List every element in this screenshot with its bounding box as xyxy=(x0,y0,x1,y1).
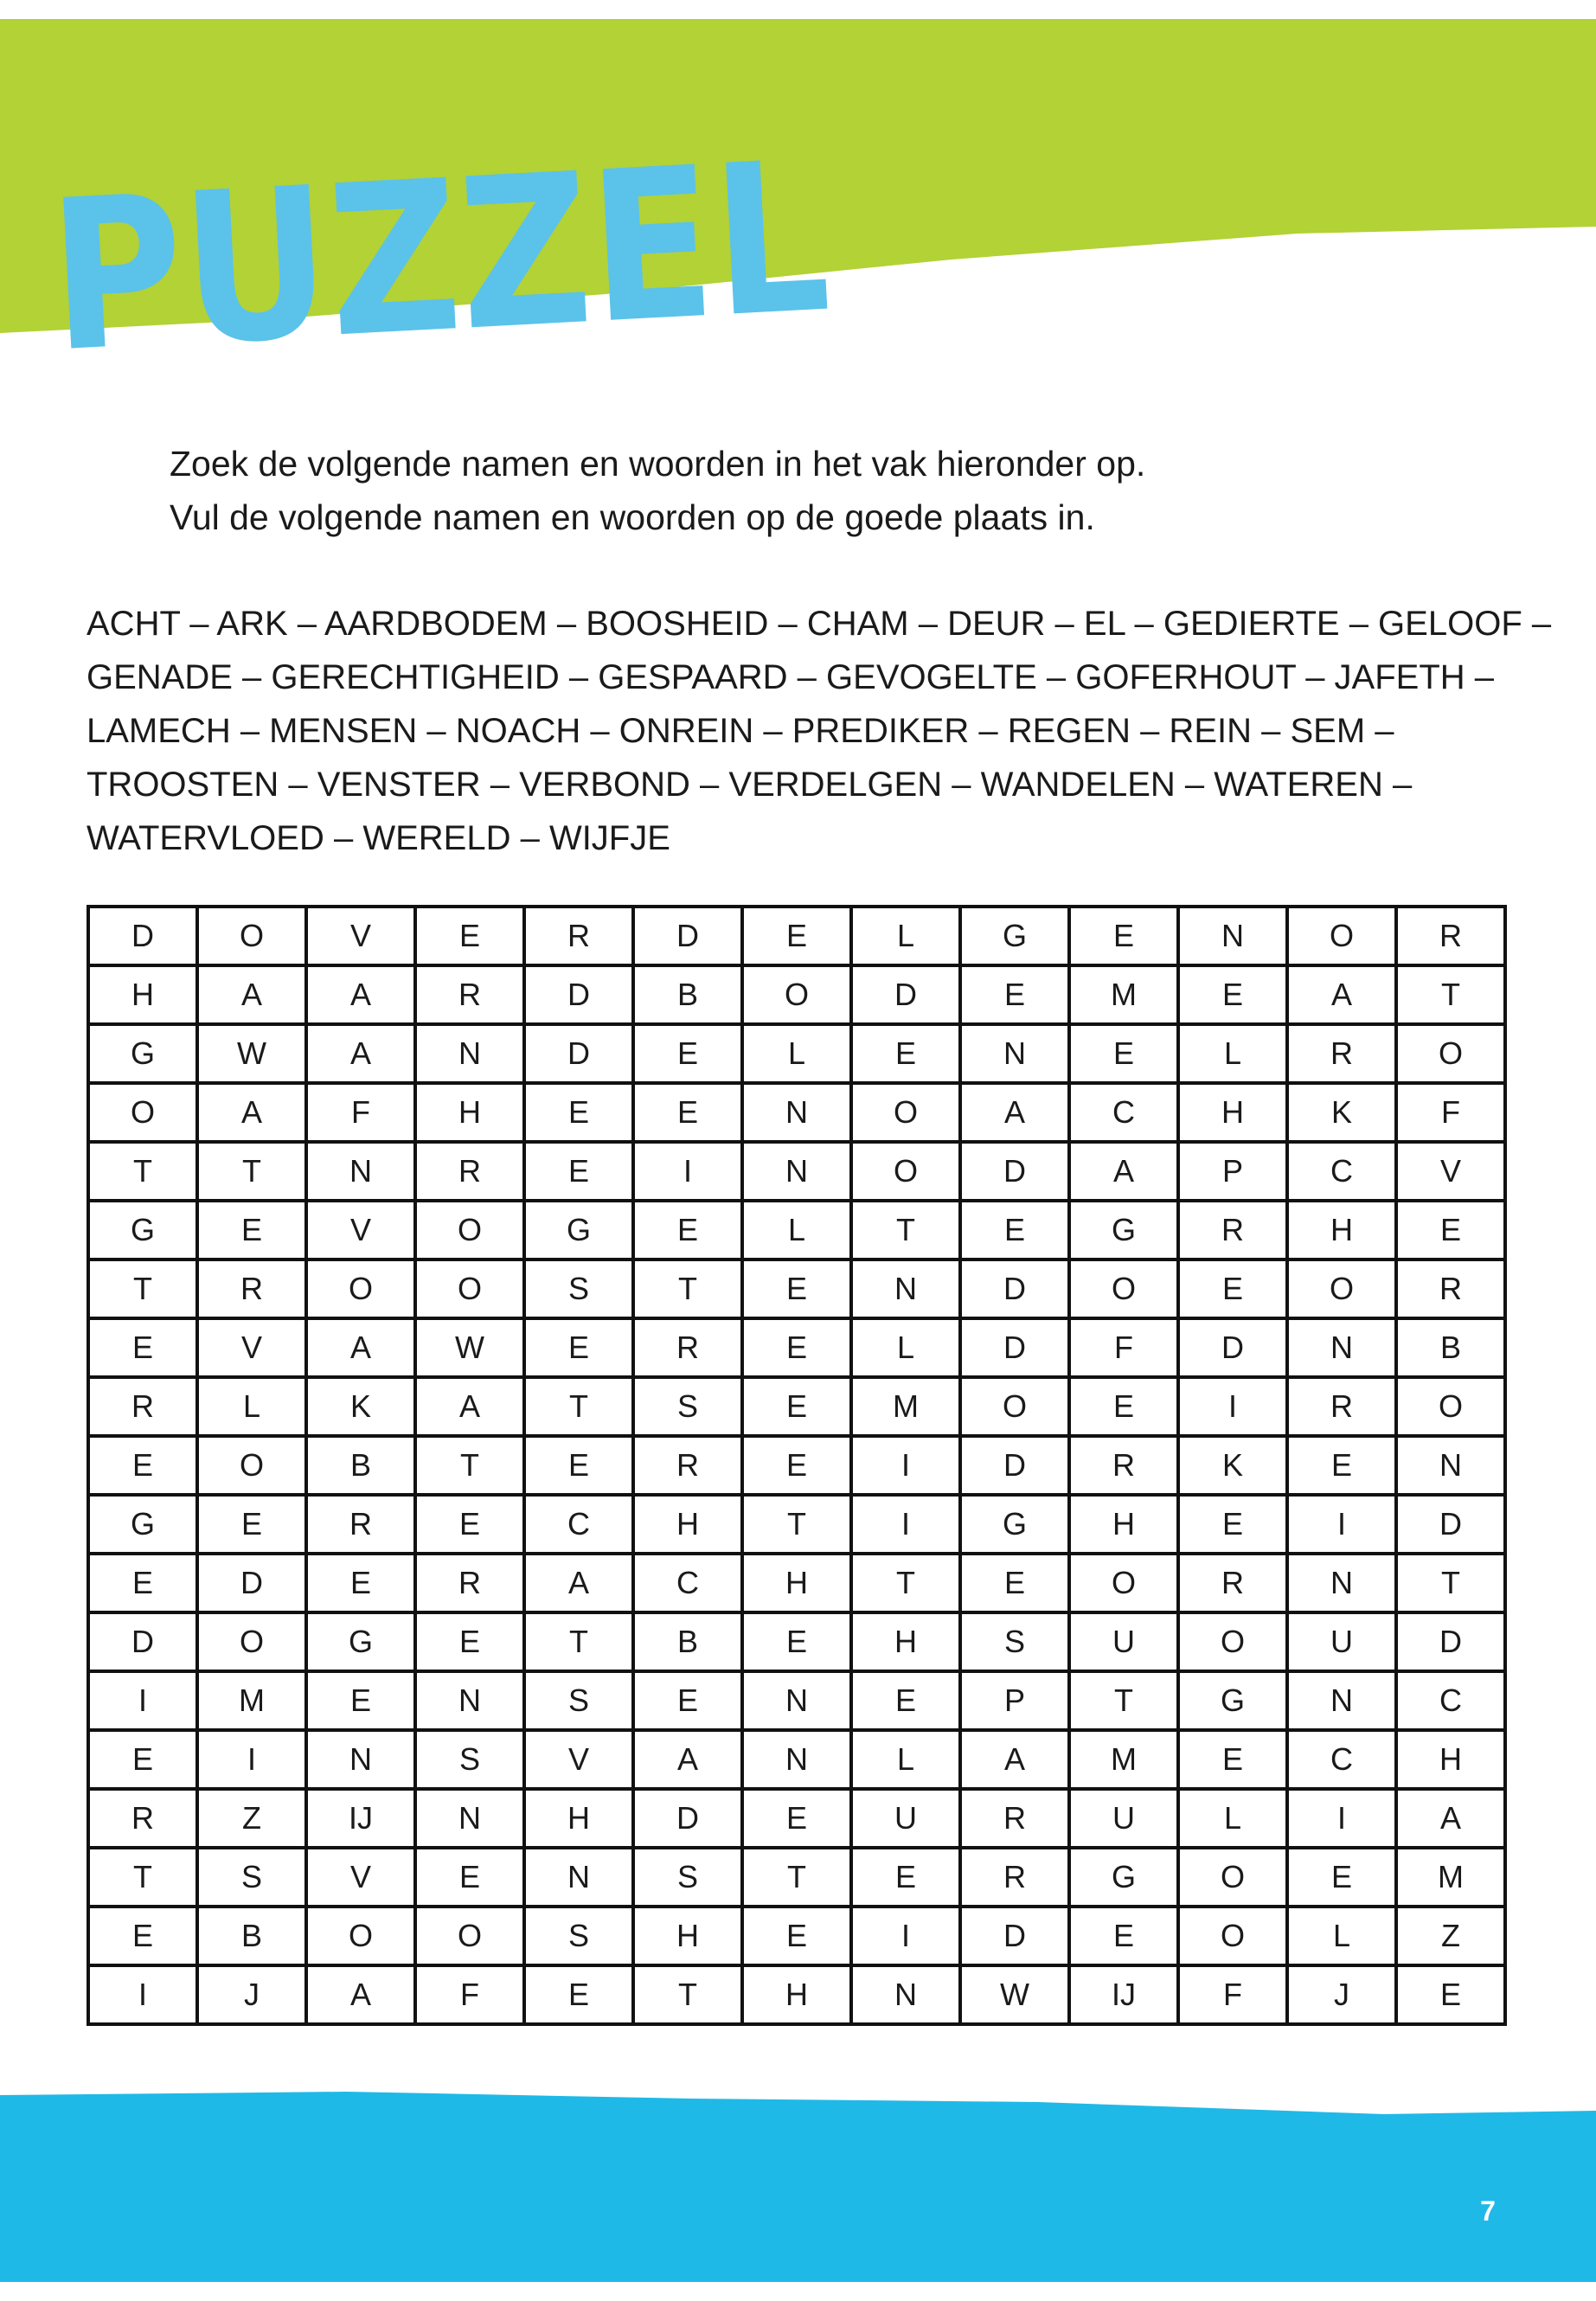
grid-cell[interactable]: G xyxy=(960,1495,1069,1554)
grid-cell[interactable]: L xyxy=(851,907,960,965)
grid-row xyxy=(88,1436,1505,1495)
grid-cell[interactable]: T xyxy=(633,1965,742,2024)
grid-cell[interactable]: H xyxy=(1178,1083,1287,1142)
grid-cell[interactable]: F xyxy=(306,1083,415,1142)
word-list-line-5: WATERVLOED – WERELD – WIJFJE xyxy=(87,819,670,857)
grid-cell[interactable]: C xyxy=(1287,1142,1396,1201)
grid-cell[interactable]: O xyxy=(1178,1848,1287,1907)
grid-cell[interactable]: T xyxy=(88,1142,197,1201)
grid-cell[interactable]: E xyxy=(415,1848,524,1907)
grid-cell[interactable]: E xyxy=(1178,1259,1287,1318)
grid-cell[interactable]: V xyxy=(306,907,415,965)
grid-cell[interactable]: H xyxy=(524,1789,633,1848)
grid-cell[interactable]: O xyxy=(1069,1554,1178,1612)
grid-cell[interactable]: R xyxy=(1178,1554,1287,1612)
grid-cell[interactable]: R xyxy=(1396,1259,1505,1318)
intro-line-2: Vul de volgende namen en woorden op de goede plaats in. xyxy=(170,497,1095,537)
grid-cell[interactable]: I xyxy=(633,1142,742,1201)
grid-cell[interactable]: O xyxy=(1178,1612,1287,1671)
grid-cell[interactable]: D xyxy=(960,1259,1069,1318)
grid-cell[interactable]: N xyxy=(415,1024,524,1083)
grid-cell[interactable]: B xyxy=(633,965,742,1024)
grid-row xyxy=(88,1612,1505,1671)
title-text: PUZZEL xyxy=(44,109,952,399)
grid-cell[interactable]: E xyxy=(415,1612,524,1671)
grid-cell[interactable]: E xyxy=(633,1024,742,1083)
grid-cell[interactable]: E xyxy=(306,1671,415,1730)
grid-cell[interactable]: R xyxy=(415,1554,524,1612)
grid-cell[interactable]: N xyxy=(742,1730,851,1789)
grid-cell[interactable]: D xyxy=(524,965,633,1024)
grid-cell[interactable]: Z xyxy=(1396,1907,1505,1965)
grid-cell[interactable]: N xyxy=(1287,1318,1396,1377)
grid-cell[interactable]: E xyxy=(415,1495,524,1554)
grid-row xyxy=(88,1318,1505,1377)
grid-cell[interactable]: D xyxy=(960,1142,1069,1201)
grid-cell[interactable]: T xyxy=(88,1848,197,1907)
grid-cell[interactable]: E xyxy=(524,1142,633,1201)
grid-cell[interactable]: F xyxy=(1069,1318,1178,1377)
grid-cell[interactable]: G xyxy=(88,1024,197,1083)
grid-cell[interactable]: N xyxy=(742,1083,851,1142)
grid-cell[interactable]: C xyxy=(633,1554,742,1612)
grid-cell[interactable]: C xyxy=(1287,1730,1396,1789)
grid-cell[interactable]: S xyxy=(415,1730,524,1789)
grid-cell[interactable]: D xyxy=(960,1318,1069,1377)
grid-cell[interactable]: R xyxy=(1287,1377,1396,1436)
grid-cell[interactable]: L xyxy=(197,1377,306,1436)
grid-cell[interactable]: D xyxy=(960,1436,1069,1495)
grid-cell[interactable]: A xyxy=(306,1318,415,1377)
grid-cell[interactable]: D xyxy=(88,907,197,965)
grid-cell[interactable]: S xyxy=(197,1848,306,1907)
grid-cell[interactable]: N xyxy=(742,1142,851,1201)
grid-cell[interactable]: E xyxy=(742,1612,851,1671)
grid-row xyxy=(88,907,1505,965)
grid-row xyxy=(88,1907,1505,1965)
grid-cell[interactable]: N xyxy=(1178,907,1287,965)
grid-cell[interactable]: N xyxy=(960,1024,1069,1083)
grid-cell[interactable]: R xyxy=(306,1495,415,1554)
grid-cell[interactable]: D xyxy=(197,1554,306,1612)
word-list-line-2: GENADE – GERECHTIGHEID – GESPAARD – GEVOGELTE – GOFERHOUT – JAFETH – xyxy=(87,658,1495,696)
grid-cell[interactable]: E xyxy=(1178,1495,1287,1554)
grid-cell[interactable]: M xyxy=(1069,965,1178,1024)
grid-cell[interactable]: K xyxy=(306,1377,415,1436)
grid-cell[interactable]: R xyxy=(415,1142,524,1201)
grid-cell[interactable]: I xyxy=(88,1671,197,1730)
grid-cell[interactable]: E xyxy=(88,1318,197,1377)
grid-cell[interactable]: A xyxy=(1069,1142,1178,1201)
grid-cell[interactable]: A xyxy=(1396,1789,1505,1848)
grid-cell[interactable]: R xyxy=(633,1318,742,1377)
grid-cell[interactable]: T xyxy=(742,1495,851,1554)
grid-cell[interactable]: S xyxy=(524,1259,633,1318)
grid-cell[interactable]: E xyxy=(851,1671,960,1730)
grid-cell[interactable]: E xyxy=(960,1554,1069,1612)
grid-cell[interactable]: V xyxy=(524,1730,633,1789)
grid-cell[interactable]: V xyxy=(306,1848,415,1907)
grid-cell[interactable]: A xyxy=(306,1024,415,1083)
grid-cell[interactable]: S xyxy=(633,1848,742,1907)
grid-cell[interactable]: D xyxy=(960,1907,1069,1965)
grid-cell[interactable]: S xyxy=(960,1612,1069,1671)
grid-cell[interactable]: E xyxy=(88,1907,197,1965)
grid-cell[interactable]: A xyxy=(306,965,415,1024)
grid-cell[interactable]: N xyxy=(742,1671,851,1730)
grid-cell[interactable]: M xyxy=(851,1377,960,1436)
grid-cell[interactable]: L xyxy=(851,1318,960,1377)
grid-row xyxy=(88,1142,1505,1201)
grid-cell[interactable]: O xyxy=(1069,1259,1178,1318)
grid-cell[interactable]: G xyxy=(306,1612,415,1671)
grid-cell[interactable]: F xyxy=(1396,1083,1505,1142)
grid-cell[interactable]: N xyxy=(851,1259,960,1318)
grid-cell[interactable]: E xyxy=(88,1554,197,1612)
grid-cell[interactable]: N xyxy=(1396,1436,1505,1495)
grid-row xyxy=(88,1789,1505,1848)
grid-cell[interactable]: H xyxy=(851,1612,960,1671)
grid-cell[interactable]: M xyxy=(1069,1730,1178,1789)
intro-text xyxy=(170,437,1467,544)
blue-band-shape xyxy=(0,2092,1596,2282)
word-search-grid xyxy=(87,905,1507,2026)
grid-cell[interactable]: E xyxy=(742,1318,851,1377)
grid-cell[interactable]: T xyxy=(851,1201,960,1259)
grid-cell[interactable]: E xyxy=(633,1671,742,1730)
grid-cell[interactable]: A xyxy=(524,1554,633,1612)
grid-cell[interactable]: N xyxy=(1287,1554,1396,1612)
grid-row xyxy=(88,1495,1505,1554)
grid-cell[interactable]: E xyxy=(1069,1377,1178,1436)
grid-cell[interactable]: O xyxy=(851,1083,960,1142)
grid-cell[interactable]: H xyxy=(1396,1730,1505,1789)
grid-cell[interactable]: E xyxy=(1069,907,1178,965)
grid-cell[interactable]: L xyxy=(742,1024,851,1083)
grid-cell[interactable]: R xyxy=(1069,1436,1178,1495)
grid-cell[interactable]: W xyxy=(960,1965,1069,2024)
grid-cell[interactable]: D xyxy=(88,1612,197,1671)
grid-cell[interactable]: H xyxy=(1287,1201,1396,1259)
word-list-line-3: LAMECH – MENSEN – NOACH – ONREIN – PREDIKER – REGEN – REIN – SEM – xyxy=(87,712,1394,750)
grid-cell[interactable]: IJ xyxy=(306,1789,415,1848)
grid-cell[interactable]: N xyxy=(306,1730,415,1789)
grid-cell[interactable]: T xyxy=(633,1259,742,1318)
grid-cell[interactable]: E xyxy=(306,1554,415,1612)
footer-blue-band xyxy=(0,2076,1596,2301)
grid-cell[interactable]: R xyxy=(1287,1024,1396,1083)
grid-cell[interactable]: V xyxy=(1396,1142,1505,1201)
grid-cell[interactable]: F xyxy=(1178,1965,1287,2024)
grid-cell[interactable]: U xyxy=(1069,1612,1178,1671)
grid-cell[interactable]: E xyxy=(633,1083,742,1142)
grid-cell[interactable]: E xyxy=(1178,1730,1287,1789)
grid-cell[interactable]: O xyxy=(415,1907,524,1965)
grid-cell[interactable]: H xyxy=(742,1965,851,2024)
grid-cell[interactable]: E xyxy=(960,1201,1069,1259)
grid-cell[interactable]: L xyxy=(1287,1907,1396,1965)
grid-cell[interactable]: C xyxy=(524,1495,633,1554)
grid-cell[interactable]: I xyxy=(1287,1495,1396,1554)
grid-cell[interactable]: E xyxy=(851,1848,960,1907)
grid-cell[interactable]: J xyxy=(1287,1965,1396,2024)
grid-cell[interactable]: O xyxy=(851,1142,960,1201)
grid-cell[interactable]: S xyxy=(524,1907,633,1965)
grid-cell[interactable]: H xyxy=(88,965,197,1024)
grid-cell[interactable]: T xyxy=(851,1554,960,1612)
word-list-line-1: ACHT – ARK – AARDBODEM – BOOSHEID – CHAM – DEUR – EL – GEDIERTE – GELOOF – xyxy=(87,605,1552,643)
grid-cell[interactable]: D xyxy=(1178,1318,1287,1377)
grid-cell[interactable]: R xyxy=(633,1436,742,1495)
grid-row xyxy=(88,965,1505,1024)
page-title xyxy=(44,109,952,441)
grid-cell[interactable]: A xyxy=(633,1730,742,1789)
grid-cell[interactable]: U xyxy=(851,1789,960,1848)
grid-cell[interactable]: G xyxy=(1069,1201,1178,1259)
grid-cell[interactable]: D xyxy=(633,1789,742,1848)
grid-cell[interactable]: E xyxy=(742,1907,851,1965)
grid-cell[interactable]: T xyxy=(524,1377,633,1436)
grid-cell[interactable]: M xyxy=(1396,1848,1505,1907)
grid-cell[interactable]: E xyxy=(742,1436,851,1495)
grid-cell[interactable]: E xyxy=(1396,1965,1505,2024)
grid-cell[interactable]: S xyxy=(524,1671,633,1730)
grid-cell[interactable]: R xyxy=(88,1789,197,1848)
grid-cell[interactable]: T xyxy=(88,1259,197,1318)
grid-cell[interactable]: A xyxy=(306,1965,415,2024)
grid-cell[interactable]: E xyxy=(524,1965,633,2024)
grid-cell[interactable]: W xyxy=(415,1318,524,1377)
grid-cell[interactable]: N xyxy=(415,1789,524,1848)
grid-row xyxy=(88,1259,1505,1318)
grid-cell[interactable]: N xyxy=(415,1671,524,1730)
grid-cell[interactable]: O xyxy=(197,907,306,965)
grid-cell[interactable]: E xyxy=(960,965,1069,1024)
grid-cell[interactable]: O xyxy=(306,1907,415,1965)
grid-cell[interactable]: E xyxy=(88,1436,197,1495)
grid-cell[interactable]: H xyxy=(633,1907,742,1965)
grid-cell[interactable]: E xyxy=(524,1083,633,1142)
grid-cell[interactable]: E xyxy=(742,1377,851,1436)
grid-cell[interactable]: J xyxy=(197,1965,306,2024)
grid-cell[interactable]: R xyxy=(88,1377,197,1436)
grid-cell[interactable]: H xyxy=(1069,1495,1178,1554)
grid-cell[interactable]: K xyxy=(1178,1436,1287,1495)
grid-cell[interactable]: U xyxy=(1069,1789,1178,1848)
grid-cell[interactable]: T xyxy=(197,1142,306,1201)
grid-cell[interactable]: R xyxy=(960,1789,1069,1848)
grid-cell[interactable]: I xyxy=(851,1907,960,1965)
grid-cell[interactable]: D xyxy=(1396,1495,1505,1554)
grid-cell[interactable]: O xyxy=(1287,1259,1396,1318)
grid-cell[interactable]: E xyxy=(88,1730,197,1789)
grid-cell[interactable]: G xyxy=(960,907,1069,965)
grid-cell[interactable]: O xyxy=(197,1436,306,1495)
grid-cell[interactable]: O xyxy=(742,965,851,1024)
grid-row xyxy=(88,1671,1505,1730)
grid-cell[interactable]: R xyxy=(1178,1201,1287,1259)
grid-cell[interactable]: O xyxy=(960,1377,1069,1436)
grid-cell[interactable]: P xyxy=(960,1671,1069,1730)
intro-line-1: Zoek de volgende namen en woorden in het vak hieronder op. xyxy=(170,444,1146,484)
grid-cell[interactable]: R xyxy=(524,907,633,965)
grid-cell[interactable]: I xyxy=(1178,1377,1287,1436)
grid-cell[interactable]: D xyxy=(1396,1612,1505,1671)
grid-cell[interactable]: N xyxy=(851,1965,960,2024)
grid-cell[interactable]: D xyxy=(851,965,960,1024)
grid-cell[interactable]: B xyxy=(197,1907,306,1965)
grid-cell[interactable]: T xyxy=(1396,965,1505,1024)
grid-cell[interactable]: E xyxy=(633,1201,742,1259)
grid-cell[interactable]: N xyxy=(524,1848,633,1907)
grid-cell[interactable]: E xyxy=(415,907,524,965)
grid-row xyxy=(88,1965,1505,2024)
grid-cell[interactable]: A xyxy=(1287,965,1396,1024)
grid-cell[interactable]: R xyxy=(197,1259,306,1318)
grid-cell[interactable]: A xyxy=(960,1730,1069,1789)
grid-cell[interactable]: D xyxy=(633,907,742,965)
grid-cell[interactable]: E xyxy=(524,1318,633,1377)
grid-cell[interactable]: L xyxy=(742,1201,851,1259)
grid-cell[interactable]: E xyxy=(524,1436,633,1495)
grid-row xyxy=(88,1083,1505,1142)
grid-row xyxy=(88,1377,1505,1436)
grid-cell[interactable]: E xyxy=(197,1495,306,1554)
grid-cell[interactable]: R xyxy=(1396,907,1505,965)
grid-cell[interactable]: C xyxy=(1069,1083,1178,1142)
grid-row xyxy=(88,1201,1505,1259)
grid-cell[interactable]: I xyxy=(1287,1789,1396,1848)
grid-cell[interactable]: E xyxy=(1069,1907,1178,1965)
grid-cell[interactable]: N xyxy=(306,1142,415,1201)
grid-cell[interactable]: R xyxy=(960,1848,1069,1907)
grid-cell[interactable]: O xyxy=(1396,1024,1505,1083)
grid-cell[interactable]: E xyxy=(742,907,851,965)
grid-cell[interactable]: G xyxy=(1178,1671,1287,1730)
grid-cell[interactable]: T xyxy=(415,1436,524,1495)
grid-cell[interactable]: D xyxy=(524,1024,633,1083)
grid-cell[interactable]: B xyxy=(633,1612,742,1671)
grid-cell[interactable]: V xyxy=(306,1201,415,1259)
grid-row xyxy=(88,1554,1505,1612)
grid-cell[interactable]: O xyxy=(415,1201,524,1259)
grid-cell[interactable]: H xyxy=(742,1554,851,1612)
grid-cell[interactable]: A xyxy=(960,1083,1069,1142)
grid-cell[interactable]: A xyxy=(197,1083,306,1142)
grid-cell[interactable]: E xyxy=(1287,1436,1396,1495)
grid-cell[interactable]: R xyxy=(415,965,524,1024)
grid-row xyxy=(88,1024,1505,1083)
grid-cell[interactable]: U xyxy=(1287,1612,1396,1671)
word-list xyxy=(87,597,1557,865)
grid-cell[interactable]: IJ xyxy=(1069,1965,1178,2024)
grid-cell[interactable]: H xyxy=(633,1495,742,1554)
grid-cell[interactable]: I xyxy=(851,1495,960,1554)
grid-cell[interactable]: G xyxy=(1069,1848,1178,1907)
word-list-line-4: TROOSTEN – VENSTER – VERBOND – VERDELGEN – WANDELEN – WATEREN – xyxy=(87,766,1413,804)
grid-cell[interactable]: H xyxy=(415,1083,524,1142)
page-number: 7 xyxy=(1480,2195,1496,2227)
grid-cell[interactable]: K xyxy=(1287,1083,1396,1142)
grid-cell[interactable]: T xyxy=(1069,1671,1178,1730)
grid-cell[interactable]: E xyxy=(1396,1201,1505,1259)
grid-cell[interactable]: F xyxy=(415,1965,524,2024)
grid-cell[interactable]: T xyxy=(1396,1554,1505,1612)
grid-cell[interactable]: O xyxy=(1178,1907,1287,1965)
grid-cell[interactable]: E xyxy=(1069,1024,1178,1083)
grid-cell[interactable]: O xyxy=(415,1259,524,1318)
grid-cell[interactable]: A xyxy=(415,1377,524,1436)
grid-cell[interactable]: T xyxy=(742,1848,851,1907)
grid-cell[interactable]: S xyxy=(633,1377,742,1436)
grid-cell[interactable]: P xyxy=(1178,1142,1287,1201)
grid-cell[interactable]: I xyxy=(851,1436,960,1495)
grid-cell[interactable]: G xyxy=(524,1201,633,1259)
grid-cell[interactable]: B xyxy=(1396,1318,1505,1377)
grid-cell[interactable]: L xyxy=(851,1730,960,1789)
grid-cell[interactable]: M xyxy=(197,1671,306,1730)
grid-cell[interactable]: T xyxy=(524,1612,633,1671)
grid-cell[interactable]: I xyxy=(197,1730,306,1789)
grid-cell[interactable]: O xyxy=(1396,1377,1505,1436)
grid-cell[interactable]: O xyxy=(197,1612,306,1671)
grid-cell[interactable]: E xyxy=(742,1789,851,1848)
grid-cell[interactable]: C xyxy=(1396,1671,1505,1730)
grid-cell[interactable]: E xyxy=(742,1259,851,1318)
grid-cell[interactable]: A xyxy=(197,965,306,1024)
grid-cell[interactable]: O xyxy=(88,1083,197,1142)
grid-cell[interactable]: G xyxy=(88,1201,197,1259)
grid-cell[interactable]: E xyxy=(1287,1848,1396,1907)
grid-cell[interactable]: Z xyxy=(197,1789,306,1848)
grid-cell[interactable]: O xyxy=(1287,907,1396,965)
grid-cell[interactable]: E xyxy=(1178,965,1287,1024)
grid-cell[interactable]: O xyxy=(306,1259,415,1318)
grid-cell[interactable]: B xyxy=(306,1436,415,1495)
grid-cell[interactable]: I xyxy=(88,1965,197,2024)
grid-row xyxy=(88,1730,1505,1789)
grid-cell[interactable]: E xyxy=(851,1024,960,1083)
grid-cell[interactable]: L xyxy=(1178,1024,1287,1083)
grid-cell[interactable]: W xyxy=(197,1024,306,1083)
grid-cell[interactable]: L xyxy=(1178,1789,1287,1848)
grid-cell[interactable]: G xyxy=(88,1495,197,1554)
grid-cell[interactable]: V xyxy=(197,1318,306,1377)
grid-row xyxy=(88,1848,1505,1907)
grid-cell[interactable]: E xyxy=(197,1201,306,1259)
grid-cell[interactable]: N xyxy=(1287,1671,1396,1730)
